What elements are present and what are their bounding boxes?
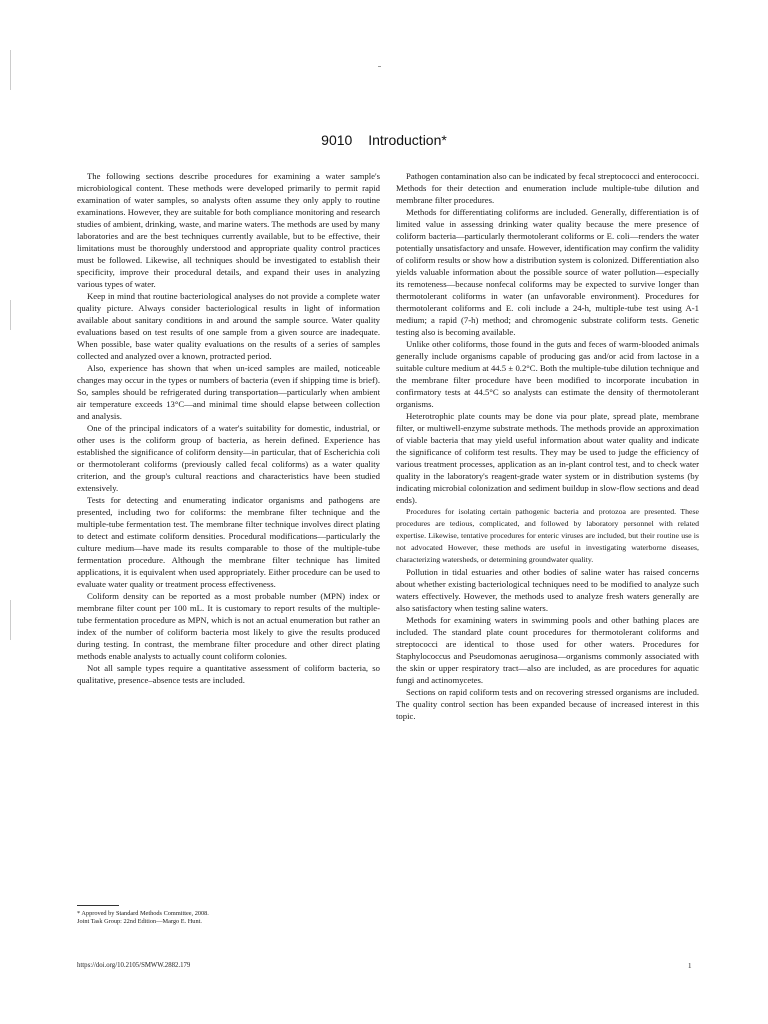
paragraph: The following sections describe procedures for examining a water sample's microbiological content. These methods were developed primarily to permit rapid examination of water samples, so analysts often assume they only apply to routine examinations. However, they are suitable for both compliance monitoring and research studies of ambient, drinking, waste, and marine waters. The methods are used by many laboratories and are the best techniques currently available, but to be effective, their limitations must be thoroughly understood and appropriate quality control practices must be followed. Likewise, all techniques should be investigated to establish their specificity, improve their procedural details, and expand their uses in analyzing various types of water. — [77, 171, 380, 289]
paragraph: Pollution in tidal estuaries and other bodies of saline water has raised concerns about whether existing bacteriological techniques need to be modified to analyze such waters effectively. However, the methods used to analyze fresh waters generally are also satisfactory when testing saline waters. — [396, 567, 699, 613]
paragraph: Heterotrophic plate counts may be done via pour plate, spread plate, membrane filter, or multiwell-enzyme substrate methods. The methods provide an approximation of viable bacteria that may yield useful information about water quality and indicate the significance of coliform test results. They may be used to judge the efficiency of various treatment processes, application as an in-plant control test, and to check water quality in the laboratory's reagent-grade water system or in distribution systems (by indicating microbial colonization and sediment buildup in slow-flow sections and dead ends). — [396, 411, 699, 505]
margin-line — [10, 600, 11, 640]
paragraph: Also, experience has shown that when un-iced samples are mailed, noticeable changes may occur in the types or numbers of bacteria (even if shipping time is brief). So, samples should be refrigerated during transportation—particularly when ambient air temperature exceeds 13°C—and minimal time should elapse between collection and analysis. — [77, 363, 380, 421]
page-number: 1 — [688, 962, 692, 970]
paragraph: Sections on rapid coliform tests and on recovering stressed organisms are included. The quality control section has been expanded because of increased interest in this topic. — [396, 687, 699, 721]
paragraph: Unlike other coliforms, those found in the guts and feces of warm-blooded animals generally include organisms capable of producing gas and/or acid from lactose in a suitable culture medium at 44.5 ± 0.2°C. Both the multiple-tube dilution technique and the membrane filter procedure have been modified to incorporate incubation in confirmatory tests at 44.5°C so analysts can estimate the density of thermotolerant organisms. — [396, 339, 699, 409]
paragraph: Keep in mind that routine bacteriological analyses do not provide a complete water quality picture. Always consider bacteriological results in light of information available about sanitary conditions in and around the sample source. Water quality evaluations based on test results of one sample from a given source are inadequate. When possible, base water quality evaluations on the results of a series of samples collected and analyzed over a known, protracted period. — [77, 291, 380, 361]
paragraph: Tests for detecting and enumerating indicator organisms and pathogens are presented, including two for coliforms: the membrane filter technique and the multiple-tube fermentation test. The membrane filter technique involves direct plating to detect and estimate coliform densities. Procedural modifications—particularly the culture medium—have made its results comparable to those of the multiple-tube fermentation procedure. Although the membrane filter technique has limited applications, it is equivalent when used appropriately. Either procedure can be used to evaluate water quality or treatment process effectiveness. — [77, 495, 380, 589]
paragraph: Not all sample types require a quantitative assessment of coliform bacteria, so qualitative, presence–absence tests are included. — [77, 663, 380, 685]
paragraph: Coliform density can be reported as a most probable number (MPN) index or membrane filter count per 100 mL. It is customary to report results of the multiple-tube fermentation procedure as MPN, which is not an actual enumeration but rather an index of the number of coliform bacteria most likely to give the results produced during testing. In contrast, the membrane filter procedure and other direct plating methods enable analysts to actually count coliform colonies. — [77, 591, 380, 661]
section-heading — [0, 132, 768, 148]
footnote-task-group: Joint Task Group: 22nd Edition—Margo E. Hunt. — [77, 918, 202, 926]
margin-line — [10, 300, 11, 330]
doi-link[interactable]: https://doi.org/10.2105/SMWW.2882.179 — [77, 962, 191, 969]
footnote — [77, 910, 377, 926]
footnote-rule — [77, 905, 119, 906]
paragraph: Pathogen contamination also can be indicated by fecal streptococci and enterococci. Methods for their detection and enumeration include multiple-tube dilution and membrane filter procedures. — [396, 171, 699, 205]
section-number: 9010 — [321, 132, 353, 148]
margin-line — [10, 50, 11, 90]
footnote-approval: * Approved by Standard Methods Committee, 2008. — [77, 910, 209, 917]
paragraph: Methods for differentiating coliforms are included. Generally, differentiation is of limited value in assessing drinking water quality because the mere presence of coliform bacteria—particularly thermotolerant coliforms or E. coli—renders the water potentially unsatisfactory and unsafe. However, identification may confirm the validity of coliform results or show how a distribution system is colonized. Differentiation also yields valuable information about the possible source of water pollution—especially its remoteness—because nonfecal coliforms may be expected to survive longer than thermotolerant coliforms in water (an unfavorable environment). Procedures for thermotolerant coliforms and E. coli include a 24-h, multiple-tube test using A-1 medium; a rapid (7-h) method; and chromogenic substrate coliform tests. Genetic testing also is becoming available. — [396, 207, 699, 337]
section-title: Introduction* — [368, 132, 447, 148]
paragraph: One of the principal indicators of a water's suitability for domestic, industrial, or other uses is the coliform group of bacteria, as herein defined. Experience has established the significance of coliform density—in particular, that of Escherichia coli or thermotolerant coliforms (previously called fecal coliforms) as a water quality criterion, and the group's cultural reactions and characteristics have been studied extensively. — [77, 423, 380, 493]
left-column — [77, 170, 380, 686]
scan-artifact — [378, 66, 381, 67]
right-column — [396, 170, 699, 722]
paragraph: Procedures for isolating certain pathogenic bacteria and protozoa are presented. These procedures are tedious, complicated, and followed by laboratory personnel with related expertise. Likewise, tentative procedures for enteric viruses are included, but their routine use is not advocated However, these methods are useful in investigating waterborne diseases, characterizing watersheds, or determining groundwater quality. — [396, 507, 699, 564]
paragraph: Methods for examining waters in swimming pools and other bathing places are included. The standard plate count procedures for thermotolerant coliforms and streptococci are identical to those used for other waters. Procedures for Staphylococcus and Pseudomonas aeruginosa—organisms commonly associated with the skin or upper respiratory tract—also are included, as are procedures for aquatic fungi and actinomycetes. — [396, 615, 699, 685]
